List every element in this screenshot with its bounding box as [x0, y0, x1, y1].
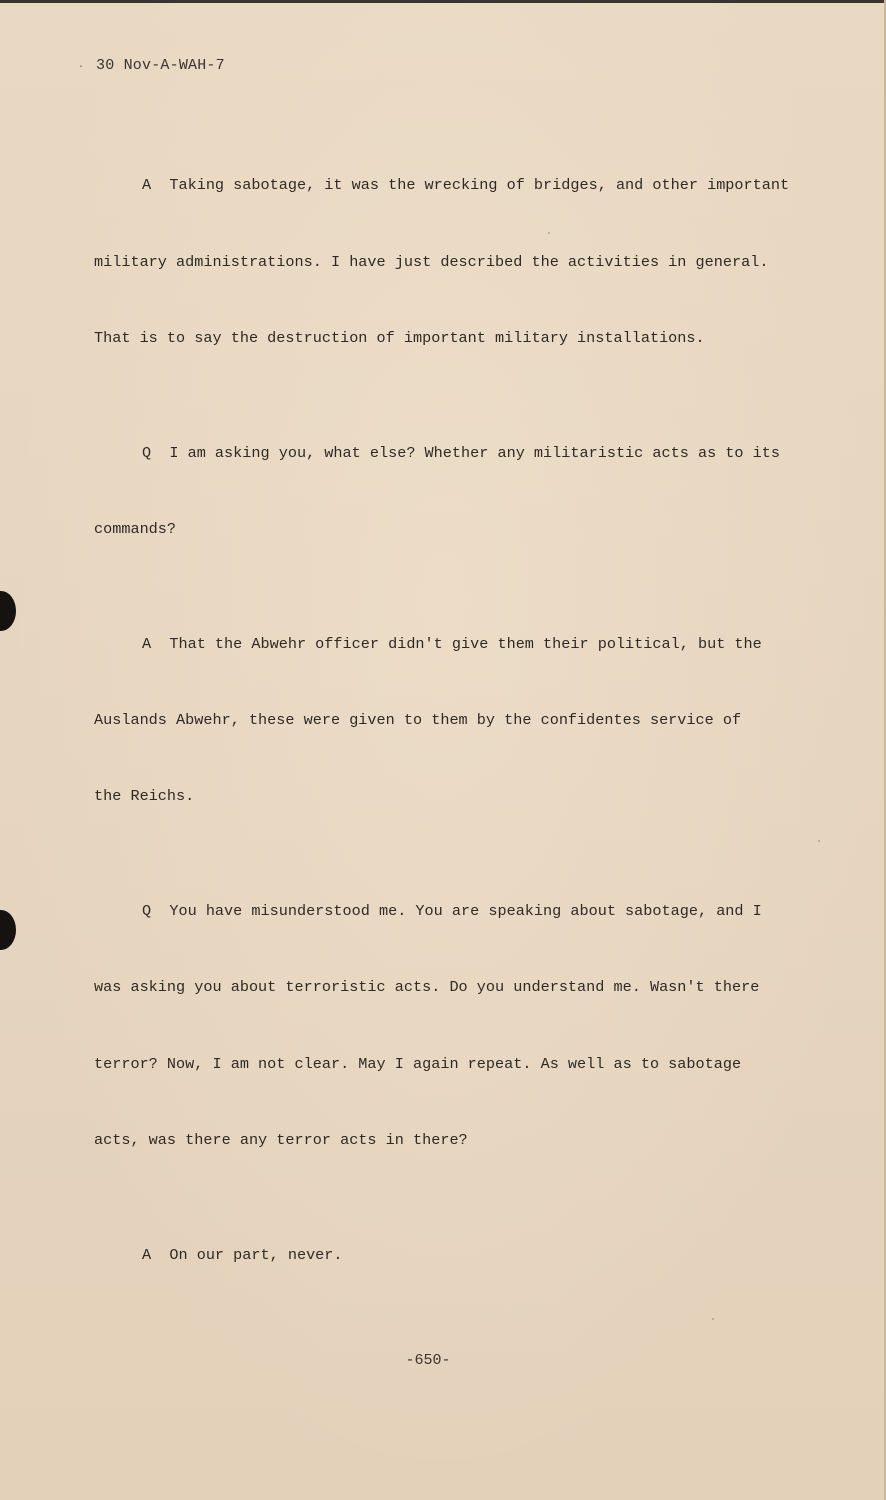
punch-hole-upper [0, 591, 16, 631]
speaker-label: A [142, 1245, 152, 1264]
transcript-line: A Taking sabotage, it was the wrecking of bridges, and other important [142, 176, 790, 195]
top-edge [0, 0, 886, 3]
transcript-entry-answer [94, 128, 834, 395]
paper-speck [712, 1318, 714, 1320]
transcript-entry-answer [94, 586, 834, 853]
transcript-entry-answer [94, 1198, 834, 1313]
transcript-line: the Reichs. [94, 787, 195, 806]
transcript-line: commands? [94, 520, 177, 539]
transcript-line: Auslands Abwehr, these were given to them by the confidentes service of [94, 711, 742, 730]
transcript-line: military administrations. I have just described the activities in general. [94, 252, 769, 271]
page-reference: 30 Nov-A-WAH-7 [96, 57, 225, 74]
transcript-line: terror? Now, I am not clear. May I again repeat. As well as to sabotage [94, 1054, 742, 1073]
transcript-line: That is to say the destruction of important military installations. [94, 329, 705, 348]
transcript-line: A That the Abwehr officer didn't give them their political, but the [142, 634, 762, 653]
speaker-label: Q [142, 902, 152, 921]
transcript-line: was asking you about terroristic acts. Do you understand me. Wasn't there [94, 978, 760, 997]
punch-hole-lower [0, 910, 16, 950]
paper-speck [818, 840, 820, 842]
page-number: -650- [405, 1352, 451, 1369]
speaker-label: A [142, 176, 152, 195]
transcript-line: Q I am asking you, what else? Whether any militaristic acts as to its [142, 443, 780, 462]
speaker-label: A [142, 634, 152, 653]
margin-mark: · [78, 62, 85, 73]
transcript-entry-question [94, 395, 834, 586]
transcript-line: Q You have misunderstood me. You are speaking about sabotage, and I [142, 902, 762, 921]
transcript-entry-question [94, 854, 834, 1198]
transcript-line: acts, was there any terror acts in there? [94, 1131, 468, 1150]
transcript-body [94, 128, 834, 1312]
transcript-line: A On our part, never. [142, 1245, 343, 1264]
speaker-label: Q [142, 443, 152, 462]
paper-speck [548, 232, 550, 234]
